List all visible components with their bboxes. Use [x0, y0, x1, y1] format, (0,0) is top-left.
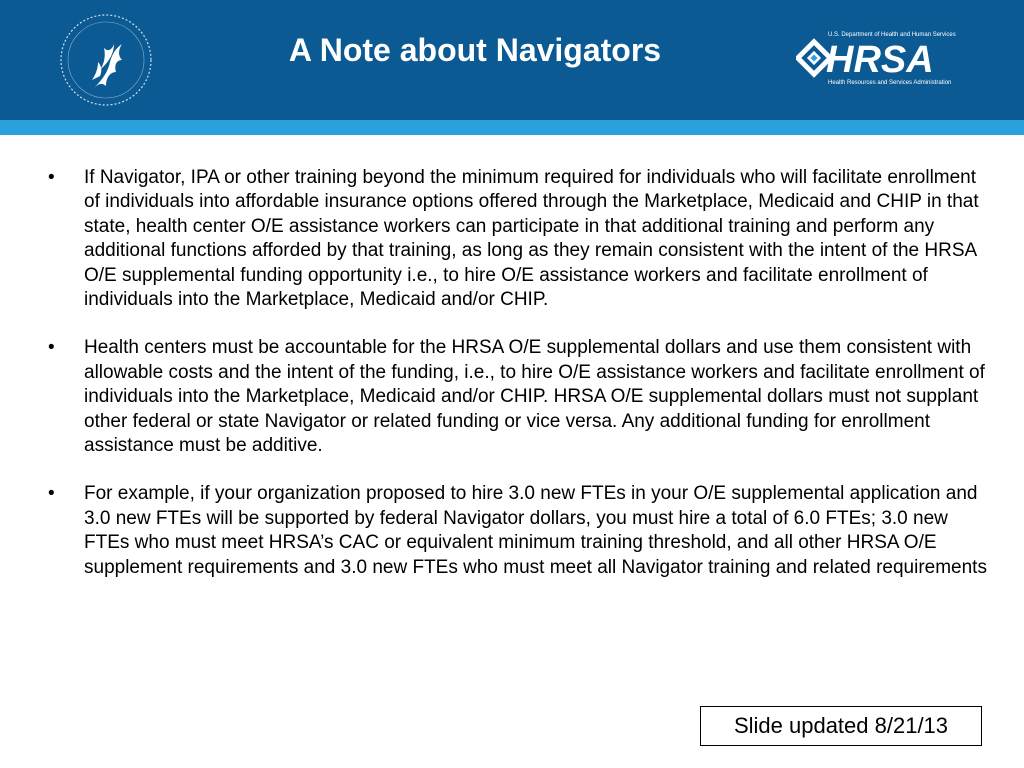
bullet-marker: •: [48, 483, 55, 505]
header-stripe: [0, 120, 1024, 135]
bullet-list: [48, 166, 988, 604]
hrsa-logo-icon: [796, 28, 988, 90]
bullet-text: For example, if your organization proposed to hire 3.0 new FTEs in your O/E supplemental application and 3.0 new FTEs will be supported by federal Navigator dollars, you must hire a total of 6.0 FTEs; 3.0 new FTEs who must meet HRSA’s CAC or equivalent minimum training threshold, and all other HRSA O/E supplement requirements and 3.0 new FTEs who must meet all Navigator training and related requirements: [84, 483, 987, 578]
hhs-seal-icon: [56, 10, 156, 110]
page-title: A Note about Navigators: [288, 32, 662, 68]
hrsa-wordmark: HRSA: [826, 39, 934, 81]
hrsa-subtitle-text: Health Resources and Services Administration: [828, 80, 952, 86]
bullet-item: [48, 482, 988, 580]
bullet-item: [48, 336, 988, 458]
bullet-marker: •: [48, 337, 55, 359]
slide-updated-note: Slide updated 8/21/13: [700, 706, 982, 746]
bullet-item: [48, 166, 988, 312]
hrsa-department-text: U.S. Department of Health and Human Services: [828, 32, 956, 38]
bullet-text: Health centers must be accountable for the HRSA O/E supplemental dollars and use them consistent with allowable costs and the intent of the funding, i.e., to hire O/E assistance workers and facilitate enrollment of individuals into the Marketplace, Medicaid and/or CHIP. HRSA O/E supplemental dollars must not supplant other federal or state Navigator or related funding or vice versa. Any additional funding for enrollment assistance must be additive.: [84, 337, 985, 457]
bullet-text: If Navigator, IPA or other training beyond the minimum required for individuals who will facilitate enrollment of individuals into affordable insurance options offered through the Marketplace, Medicaid and CHIP in that state, health center O/E assistance workers can participate in that additional training and perform any additional functions afforded by that training, as long as they remain consistent with the intent of the HRSA O/E supplemental funding opportunity i.e., to hire O/E assistance workers and facilitate enrollment of individuals into the Marketplace, Medicaid and/or CHIP.: [84, 167, 979, 311]
bullet-marker: •: [48, 167, 55, 188]
